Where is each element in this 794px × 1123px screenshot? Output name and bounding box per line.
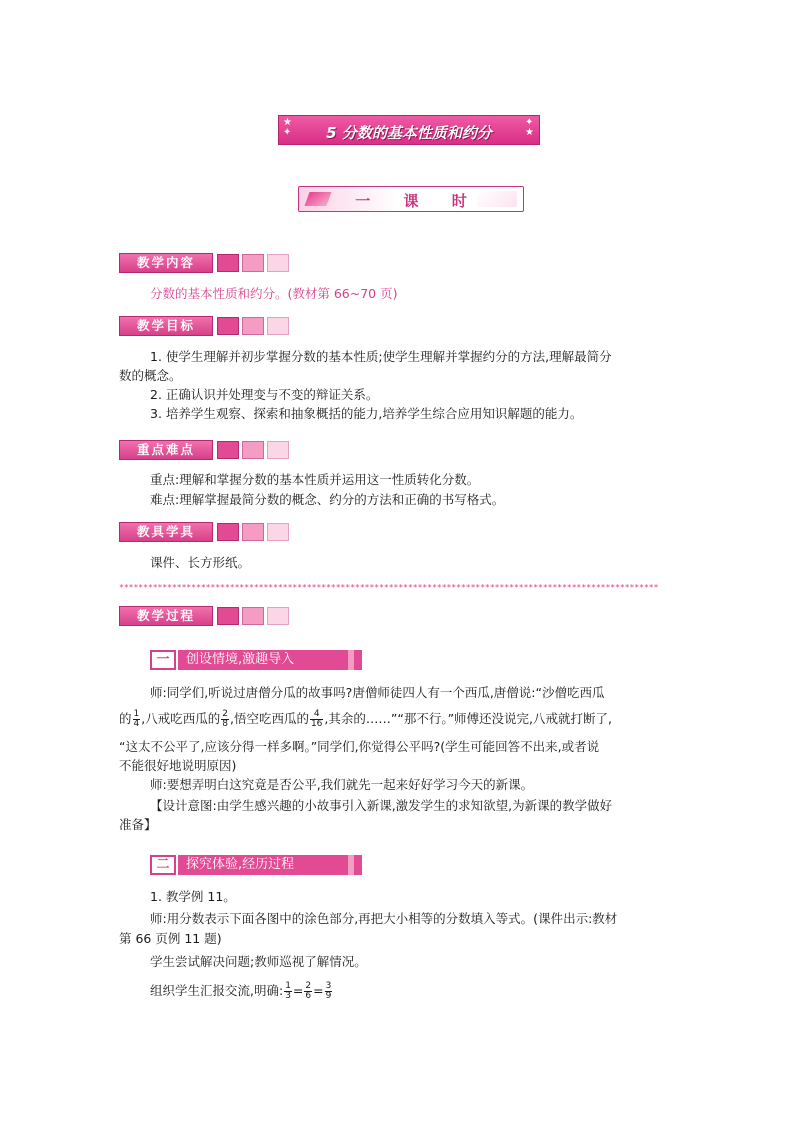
design-intent-line: 【设计意图:由学生感兴趣的小故事引入新课,激发学生的求知欲望,为新课的教学做好 <box>150 798 613 813</box>
chapter-title: 5 分数的基本性质和约分 <box>326 124 492 142</box>
section-header-label: 重点难点 <box>119 440 213 460</box>
decor-square <box>242 441 264 459</box>
text-fragment: 的 <box>119 711 132 726</box>
step-number: 二 <box>150 855 176 875</box>
numerator: 3 <box>325 981 332 991</box>
goal-line: 数的概念。 <box>119 368 182 383</box>
star-decoration-icon: ✦ ★ <box>525 117 535 138</box>
section-header-content <box>119 253 295 273</box>
text-fragment: ,其余的……”“那不行。”师傅还没说完,八戒就打断了, <box>324 711 613 726</box>
step-header-2 <box>150 855 362 875</box>
denominator: 3 <box>285 991 291 1001</box>
paragraph-line: 师:用分数表示下面各图中的涂色部分,再把大小相等的分数填入等式。(课件出示:教材 <box>150 911 618 926</box>
fraction <box>325 982 333 1001</box>
design-intent-line: 准备】 <box>119 817 157 832</box>
section-header-label: 教学过程 <box>119 606 213 626</box>
decor-square <box>267 607 289 625</box>
decor-square <box>217 317 239 335</box>
paragraph-line: 师:同学们,听说过唐僧分瓜的故事吗?唐僧师徒四人有一个西瓜,唐僧说:“沙僧吃西瓜 <box>150 685 605 700</box>
decor-square <box>267 254 289 272</box>
numerator: 1 <box>133 709 140 719</box>
numerator: 2 <box>222 709 228 719</box>
goal-line: 3. 培养学生观察、探索和抽象概括的能力,培养学生综合应用知识解题的能力。 <box>150 406 583 421</box>
difficulty-line: 难点:理解掌握最简分数的概念、约分的方法和正确的书写格式。 <box>150 492 505 507</box>
paragraph-line: 1. 教学例 11。 <box>150 889 236 904</box>
star-divider: **************************************************************************************************************** <box>119 584 659 592</box>
section-header-tools <box>119 522 295 542</box>
decor-square <box>217 441 239 459</box>
step-number: 一 <box>150 650 176 670</box>
lesson-banner <box>298 186 524 212</box>
paragraph-line-with-fractions <box>119 708 612 730</box>
section-header-goals <box>119 316 295 336</box>
paragraph-line: “这太不公平了,应该分得一样多啊。”同学们,你觉得公平吗?(学生可能回答不出来,或者说 <box>119 739 600 754</box>
numerator: 1 <box>285 981 291 991</box>
content-text: 分数的基本性质和约分。(教材第 66~70 页) <box>150 286 398 301</box>
keypoint-line: 重点:理解和掌握分数的基本性质并运用这一性质转化分数。 <box>150 472 480 487</box>
decor-square <box>242 254 264 272</box>
tools-text: 课件、长方形纸。 <box>150 555 251 570</box>
decor-square <box>217 607 239 625</box>
denominator: 9 <box>325 991 332 1001</box>
fraction <box>284 982 292 1001</box>
section-header-label: 教学内容 <box>119 253 213 273</box>
paragraph-line-with-fractions <box>150 980 333 1002</box>
numerator: 4 <box>310 710 323 720</box>
step-header-1 <box>150 650 362 670</box>
fraction <box>310 710 323 729</box>
paragraph-line: 第 66 页例 11 题) <box>119 931 222 946</box>
step-label: 创设情境,激趣导入 <box>178 650 362 670</box>
section-header-process <box>119 606 295 626</box>
denominator: 8 <box>222 719 228 729</box>
decor-square <box>242 523 264 541</box>
fraction <box>304 982 312 1001</box>
denominator: 4 <box>133 719 140 729</box>
equals-sign: = <box>313 983 324 998</box>
decor-square <box>242 607 264 625</box>
paragraph-line: 学生尝试解决问题;教师巡视了解情况。 <box>150 954 367 969</box>
section-header-label: 教学目标 <box>119 316 213 336</box>
text-fragment: ,悟空吃西瓜的 <box>229 711 309 726</box>
numerator: 2 <box>305 981 312 991</box>
decor-square <box>217 523 239 541</box>
equals-sign: = <box>292 983 304 998</box>
decor-square <box>242 317 264 335</box>
text-fragment: ,八戒吃西瓜的 <box>141 711 221 726</box>
decor-square <box>217 254 239 272</box>
fraction <box>221 710 229 729</box>
decor-square <box>267 441 289 459</box>
denominator: 16 <box>310 719 323 729</box>
lesson-title: 一 课 时 <box>355 192 481 210</box>
text-fragment: 组织学生汇报交流,明确: <box>150 983 284 998</box>
goal-line: 2. 正确认识并处理变与不变的辩证关系。 <box>150 387 379 402</box>
section-header-keypoints <box>119 440 295 460</box>
step-label: 探究体验,经历过程 <box>178 855 362 875</box>
section-header-label: 教具学具 <box>119 522 213 542</box>
decor-square <box>267 317 289 335</box>
star-decoration-icon: ★ ✦ <box>283 117 293 138</box>
decor-square <box>267 523 289 541</box>
paragraph-line: 师:要想弄明白这究竟是否公平,我们就先一起来好好学习今天的新课。 <box>150 777 534 792</box>
goal-line: 1. 使学生理解并初步掌握分数的基本性质;使学生理解并掌握约分的方法,理解最简分 <box>150 349 612 364</box>
chapter-title-banner <box>278 115 540 145</box>
fraction <box>133 710 141 729</box>
denominator: 6 <box>305 991 312 1001</box>
paragraph-line: 不能很好地说明原因) <box>119 758 237 773</box>
